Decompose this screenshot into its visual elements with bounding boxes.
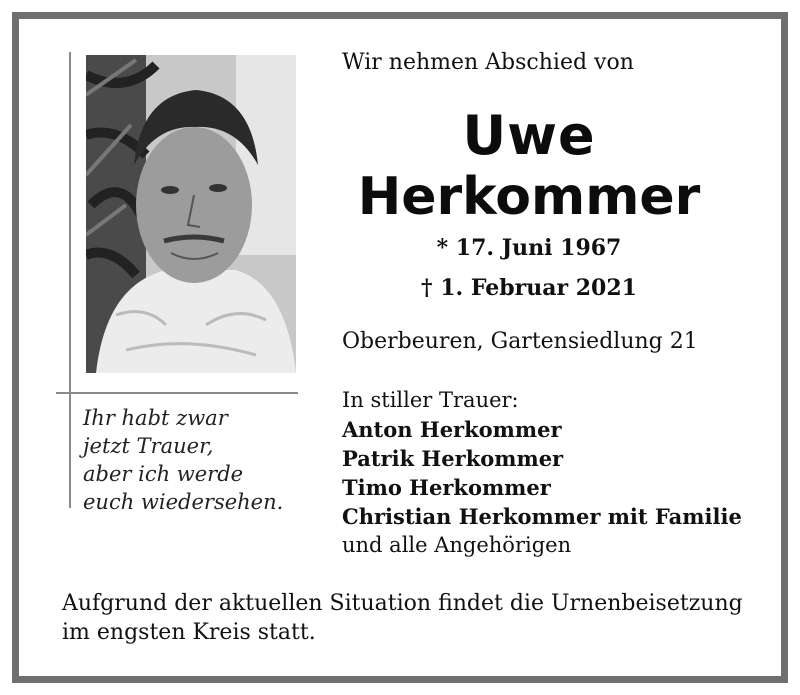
burial-notice bbox=[62, 589, 762, 647]
mourner-name: Anton Herkommer bbox=[342, 417, 562, 442]
notice-line: im engsten Kreis statt. bbox=[62, 620, 316, 645]
intro-text: Wir nehmen Abschied von bbox=[342, 50, 634, 75]
address: Oberbeuren, Gartensiedlung 21 bbox=[342, 329, 698, 354]
portrait-photo bbox=[86, 55, 296, 373]
mourner-name: Patrik Herkommer bbox=[342, 446, 564, 471]
quote-line: jetzt Trauer, bbox=[83, 434, 214, 458]
birth-date: * 17. Juni 1967 bbox=[436, 235, 622, 261]
mourner-name: Timo Herkommer bbox=[342, 475, 551, 500]
cross-vertical-line bbox=[69, 52, 71, 508]
notice-line: Aufgrund der aktuellen Situation findet die Urnenbeisetzung bbox=[62, 591, 743, 616]
cross-horizontal-line bbox=[56, 392, 298, 394]
death-date: † 1. Februar 2021 bbox=[421, 275, 637, 301]
quote-line: Ihr habt zwar bbox=[83, 406, 228, 430]
quote-line: euch wiedersehen. bbox=[83, 490, 284, 514]
mourners-list bbox=[342, 386, 742, 560]
quote-line: aber ich werde bbox=[83, 462, 244, 486]
mourner-name: Christian Herkommer mit Familie bbox=[342, 504, 742, 529]
memorial-quote bbox=[83, 404, 308, 516]
mourners-heading: In stiller Trauer: bbox=[342, 388, 519, 412]
deceased-first-name: Uwe bbox=[462, 104, 596, 167]
mourners-closing: und alle Angehörigen bbox=[342, 533, 572, 557]
deceased-last-name: Herkommer bbox=[357, 167, 701, 227]
